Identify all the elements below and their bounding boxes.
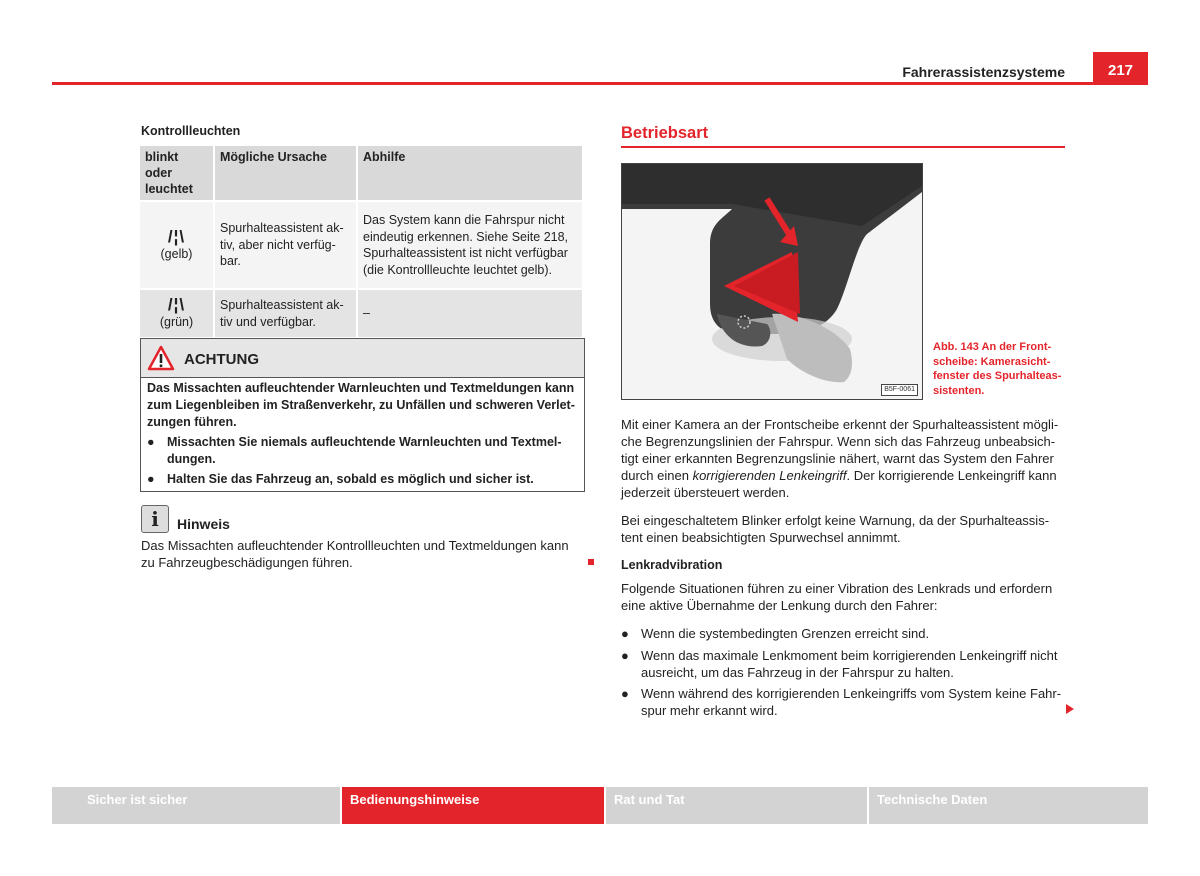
windshield-camera-figure bbox=[621, 163, 923, 400]
continue-arrow-icon bbox=[1066, 704, 1074, 714]
section-title: Betriebsart bbox=[621, 124, 709, 142]
figure-code: B5F-0061 bbox=[881, 384, 918, 396]
table-row bbox=[140, 289, 583, 337]
warning-bullet-text: Missachten Sie niemals aufleuchtende Warnleuchten und Textmel-dungen. bbox=[167, 435, 562, 466]
indicator-color-label: (grün) bbox=[159, 315, 194, 330]
header-rule bbox=[52, 82, 1148, 85]
indicator-cell bbox=[140, 201, 214, 289]
footer-tab-label: Bedienungshinweise bbox=[350, 792, 480, 807]
paragraph bbox=[621, 416, 1066, 501]
table-title: Kontrollleuchten bbox=[141, 124, 241, 138]
table-header-row bbox=[140, 146, 583, 201]
info-icon: i bbox=[141, 505, 169, 533]
list-item: ● Wenn während des korrigierenden Lenkeingriffs vom System keine Fahr-spur mehr erkannt wird. bbox=[621, 685, 1066, 719]
warning-text: Das Missachten aufleuchtender Warnleuchten und Textmeldungen kann zum Liegenbleiben im Straßenverkehr, zu Unfällen und schweren Verlet-zungen führen. bbox=[147, 381, 575, 429]
footer-tab-technische[interactable] bbox=[869, 787, 1148, 824]
cause-cell: Spurhalteassistent ak-tiv und verfügbar. bbox=[214, 289, 357, 337]
warning-bullet: ● Missachten Sie niemals aufleuchtende Warnleuchten und Textmel-dungen. bbox=[147, 434, 577, 468]
footer-tab-label: Rat und Tat bbox=[614, 792, 685, 807]
list-item: ● Wenn das maximale Lenkmoment beim korrigierenden Lenkeingriff nicht ausreicht, um das Fahrzeug in der Fahrspur zu halten. bbox=[621, 647, 1066, 681]
warning-triangle-icon bbox=[147, 345, 175, 371]
list-item-text: Wenn die systembedingten Grenzen erreicht sind. bbox=[641, 626, 930, 641]
remedy-cell: Das System kann die Fahrspur nicht eindeutig erkennen. Siehe Seite 218, Spurhalteassistent ist nicht verfügbar (die Kontrollleuchte leuchtet gelb). bbox=[357, 201, 583, 289]
footer-tab-label: Sicher ist sicher bbox=[87, 792, 188, 807]
footer-tab-bedienung[interactable] bbox=[342, 787, 604, 824]
warning-label: ACHTUNG bbox=[184, 351, 259, 368]
indicator-table bbox=[140, 146, 584, 337]
note-label: Hinweis bbox=[177, 516, 230, 532]
column-header: Abhilfe bbox=[357, 146, 583, 201]
column-header: blinkt oder leuchtet bbox=[140, 146, 214, 201]
list-item-text: Wenn das maximale Lenkmoment beim korrigierenden Lenkeingriff nicht ausreicht, um das Fahrzeug in der Fahrspur zu halten. bbox=[641, 648, 1058, 680]
footer-tab-label: Technische Daten bbox=[877, 792, 988, 807]
indicator-cell bbox=[140, 289, 214, 337]
warning-header bbox=[141, 339, 584, 378]
page-number: 217 bbox=[1093, 52, 1148, 85]
paragraph: Bei eingeschaltetem Blinker erfolgt keine Warnung, da der Spurhalteassis-tent einen beabsichtigten Spurwechsel annimmt. bbox=[621, 513, 1050, 545]
list-item-text: Wenn während des korrigierenden Lenkeingriffs vom System keine Fahr-spur mehr erkannt wird. bbox=[641, 686, 1062, 718]
note-text: Das Missachten aufleuchtender Kontrollleuchten und Textmeldungen kann zu Fahrzeugbeschädigungen führen. bbox=[141, 538, 569, 570]
warning-bullet-text: Halten Sie das Fahrzeug an, sobald es möglich und sicher ist. bbox=[167, 472, 534, 486]
warning-box bbox=[140, 338, 585, 492]
warning-body bbox=[147, 380, 577, 488]
footer-tab-rat[interactable] bbox=[606, 787, 867, 824]
lane-assist-icon: /¦\ bbox=[167, 295, 186, 315]
lane-assist-icon: /¦\ bbox=[167, 226, 186, 246]
running-header-title: Fahrerassistenzsysteme bbox=[902, 64, 1065, 80]
footer-tab-sicher[interactable] bbox=[52, 787, 340, 824]
warning-bullet: ● Halten Sie das Fahrzeug an, sobald es möglich und sicher ist. bbox=[147, 472, 534, 486]
paragraph-text: . Der korrigierende Lenkeingriff kann jederzeit übersteuert werden. bbox=[621, 468, 1057, 500]
list-item: ● Wenn die systembedingten Grenzen erreicht sind. bbox=[621, 626, 930, 641]
paragraph-text: Mit einer Kamera an der Frontscheibe erkennt der Spurhalteassistent mögli-che Begrenzungslinien der Fahrspur. Wenn sich das Fahrzeug unbeabsich-tigt einer erkannten Begrenzungslinie nähert, warnt das System den Fahrer durch einen bbox=[621, 417, 1059, 483]
column-header: Mögliche Ursache bbox=[214, 146, 357, 201]
cause-cell: Spurhalteassistent ak-tiv, aber nicht verfüg-bar. bbox=[214, 201, 357, 289]
paragraph-emphasis: korrigierenden Lenkeingriff bbox=[692, 468, 847, 483]
section-end-marker bbox=[588, 559, 594, 565]
table-row bbox=[140, 201, 583, 289]
figure-caption: Abb. 143 An der Front-scheibe: Kamerasicht-fenster des Spurhalteas-sistenten. bbox=[933, 341, 1062, 397]
camera-illustration bbox=[622, 164, 922, 399]
remedy-cell: – bbox=[357, 289, 583, 337]
subheading: Lenkradvibration bbox=[621, 558, 723, 572]
section-rule bbox=[621, 146, 1065, 148]
paragraph: Folgende Situationen führen zu einer Vibration des Lenkrads und erfordern eine aktive Übernahme der Lenkung durch den Fahrer: bbox=[621, 581, 1053, 613]
indicator-color-label: (gelb) bbox=[160, 246, 193, 261]
